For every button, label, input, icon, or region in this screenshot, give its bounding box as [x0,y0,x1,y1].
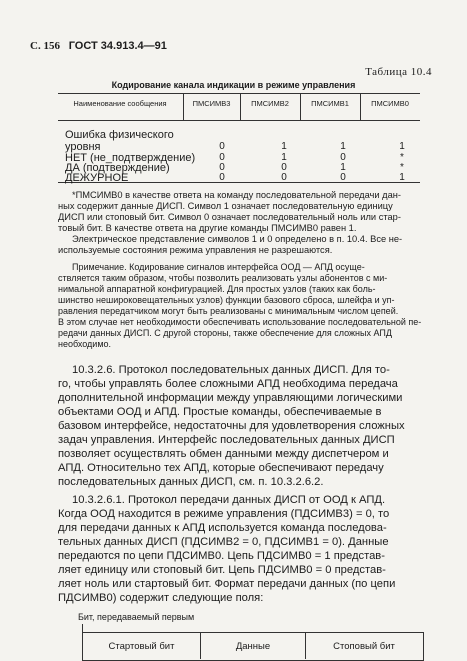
stop-bit-field: Стоповый бит [333,641,395,652]
paragraph-line: дополнительной информации между управляющими логическими [58,392,403,404]
column-header: ПМСИМВ0 [371,99,409,108]
data-field: Данные [235,641,271,652]
table-cell: * [400,162,404,173]
row-label: ДЕЖУРНОЕ [65,172,129,184]
table-cell: 0 [281,162,287,173]
footnote-line: Электрическое представление символов 1 и 0 определено в п. 10.4. Все не- [72,234,403,244]
table-cell: 0 [219,141,225,152]
paragraph-line: го, чтобы управлять более сложными АПД необходима передача [58,378,398,390]
column-header: ПМСИМВ3 [192,99,231,108]
remark-line: В этом случае нет необходимости обеспечивать использование последовательной пе- [58,317,422,327]
table-cell: 0 [281,172,287,183]
paragraph-line: ляет ноль или стартовый бит. Формат передачи данных (по цепи [58,578,396,590]
row-label: Ошибка физического [65,129,174,141]
paragraph-line: 10.3.2.6.1. Протокол передачи данных ДИСП от ООД к АПД. [72,494,386,506]
remark-line: редачи данных ДИСП. С другой стороны, также обеспечение для сложных АПД [58,328,392,338]
paragraph-line: последовательных данных ДИСП, см. п. 10.3.2.6.2. [58,476,324,488]
remark-line: Примечание. Кодирование сигналов интерфейса ООД — АПД осуще- [72,262,365,272]
table-caption: Таблица 10.4 [365,66,432,78]
column-header: ПМСИМВ1 [311,99,349,108]
table-header-rule [58,120,420,121]
paragraph-line: Когда ООД находится в режиме управления (ПДСИМВ3) = 0, то [58,508,390,520]
footnote-line: ДИСП или стоповый бит. Символ 0 означает последовательный ноль или стар- [58,212,401,222]
table-cell: 1 [340,162,346,173]
column-header: ПМСИМВ2 [251,99,289,108]
footnote-line: ных содержит данные ДИСП. Символ 1 означает последовательную единицу [58,201,393,211]
standard-id: ГОСТ 34.913.4—91 [68,40,167,52]
table-cell: 0 [340,152,346,163]
table-cell: 1 [340,141,346,152]
paragraph-line: передаются по цепи ПДСИМВ0. Цепь ПДСИМВ0 = 1 представ- [58,550,385,562]
paragraph-line: тельных данных ДИСП (ПДСИМВ2 = 0, ПДСИМВ1 = 0). Данные [58,536,389,548]
table-cell: 1 [281,141,287,152]
remark-line: необходимо. [58,339,112,349]
first-bit-label: Бит, передаваемый первым [78,612,195,622]
paragraph-line: АПД. Относительно тех АПД, которые обеспечивают передачу [58,462,384,474]
table-cell: 1 [399,141,405,152]
row-label: уровня [65,141,101,153]
table-cell: 0 [219,152,225,163]
remark-line: нимальной аппаратной конфигурацией. Для простых узлов (таких как боль- [58,284,376,294]
table-top-rule [58,93,420,94]
footnote-line: используемые состояния режима управления не разрешаются. [58,245,333,255]
paragraph-line: объектами ООД и АПД. Простые команды, обеспечиваемые в [58,406,382,418]
remark-line: равления передатчиком могут быть реализованы с минимальным числом цепей. [58,306,399,316]
footnote-line: товый бит. В качестве ответа на другие команды ПМСИМВ0 равен 1. [58,223,357,233]
paragraph-line: базовом интерфейсе, недостаточны для удовлетворения сложных [58,420,405,432]
remark-line: шинство нешироковещательных узлов) функции базового сброса, шлейфа и уп- [58,295,395,305]
start-bit-field: Стартовый бит [108,641,175,652]
paragraph-line: для передачи данных к АПД используется команда последова- [58,522,387,534]
table-cell: 0 [219,172,225,183]
paragraph-line: ПДСИМВ0) содержит следующие поля: [58,592,264,604]
table-cell: 1 [399,172,405,183]
page-header [30,40,167,52]
column-header: Наименование сообщения [73,99,167,108]
table-title: Кодирование канала индикации в режиме управления [111,80,356,90]
paragraph-line: позволяет осуществлять обмен данными между диспетчером и [58,448,389,460]
table-cell: 0 [340,172,346,183]
page-number: С. 156 [30,40,60,52]
row-label: ДА (подтверждение) [65,162,170,174]
row-label: НЕТ (не_подтверждение) [65,152,196,164]
paragraph-line: ляет единицу или стоповый бит. Цепь ПДСИМВ0 = 0 представ- [58,564,386,576]
table-cell: 1 [281,152,287,163]
table-cell: 0 [219,162,225,173]
paragraph-line: задач управления. Интерфейс последовательных данных ДИСП [58,434,395,446]
table-cell: * [400,152,404,163]
footnote-line: *ПМСИМВ0 в качестве ответа на команду последовательной передачи дан- [72,190,401,200]
paragraph-line: 10.3.2.6. Протокол последовательных данных ДИСП. Для то- [72,364,390,376]
remark-line: ствляется таким образом, чтобы позволить реализовать узлы абонентов с ми- [58,273,388,283]
